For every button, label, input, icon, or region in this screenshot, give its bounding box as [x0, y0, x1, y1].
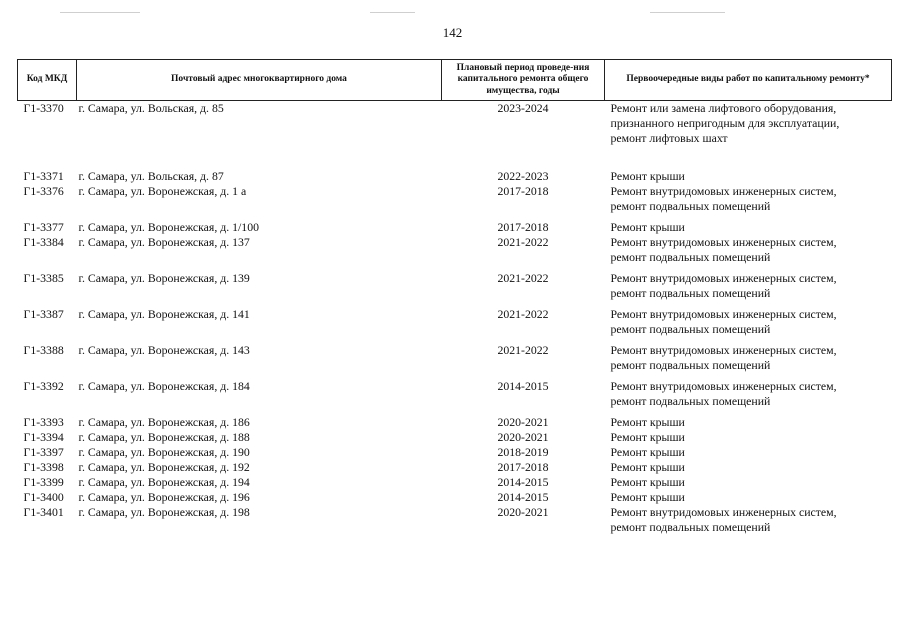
cell-works-line: Ремонт внутридомовых инженерных систем, [610, 235, 837, 249]
cell-code: Г1-3392 [23, 379, 64, 393]
cell-address: г. Самара, ул. Вольская, д. 85 [78, 101, 224, 115]
cell-works-line: Ремонт крыши [610, 475, 685, 489]
cell-address: г. Самара, ул. Воронежская, д. 143 [78, 343, 250, 357]
header-period: Плановый период проведе-ния капитального ремонта общего имущества, годы [442, 60, 605, 101]
table-body [18, 101, 892, 536]
cell-address: г. Самара, ул. Воронежская, д. 190 [78, 445, 250, 459]
cell-works-line: Ремонт крыши [610, 415, 685, 429]
table-row [18, 220, 892, 235]
cell-works-line: Ремонт крыши [610, 445, 685, 459]
cell-address: г. Самара, ул. Воронежская, д. 141 [78, 307, 250, 321]
table-row [18, 184, 892, 220]
cell-works-line: Ремонт крыши [610, 220, 685, 234]
cell-works [605, 460, 892, 475]
cell-works [605, 235, 892, 271]
cell-address: г. Самара, ул. Воронежская, д. 137 [78, 235, 250, 249]
cell-works-line: ремонт подвальных помещений [610, 520, 771, 534]
cell-period: 2022-2023 [497, 169, 549, 183]
cell-code: Г1-3401 [23, 505, 64, 519]
cell-address: г. Самара, ул. Воронежская, д. 198 [78, 505, 250, 519]
cell-works [605, 505, 892, 535]
cell-address: г. Самара, ул. Воронежская, д. 186 [78, 415, 250, 429]
cell-period: 2020-2021 [497, 430, 549, 444]
table-row [18, 415, 892, 430]
cell-address: г. Самара, ул. Воронежская, д. 1/100 [78, 220, 260, 234]
cell-code: Г1-3371 [23, 169, 64, 183]
table-row [18, 460, 892, 475]
header-address: Почтовый адрес многоквартирного дома [77, 60, 442, 101]
cell-period: 2018-2019 [497, 445, 549, 459]
cell-works-line: ремонт подвальных помещений [610, 250, 771, 264]
cell-works [605, 184, 892, 220]
cell-period: 2017-2018 [497, 220, 549, 234]
cell-works-line: Ремонт крыши [610, 430, 685, 444]
cell-address: г. Самара, ул. Воронежская, д. 139 [78, 271, 250, 285]
table-row [18, 101, 892, 170]
scan-artifact-center [370, 12, 415, 13]
cell-works-line: ремонт подвальных помещений [610, 358, 771, 372]
cell-address: г. Самара, ул. Воронежская, д. 196 [78, 490, 250, 504]
cell-period: 2021-2022 [497, 235, 549, 249]
cell-works-line: ремонт лифтовых шахт [610, 131, 728, 145]
cell-code: Г1-3377 [23, 220, 64, 234]
cell-period: 2014-2015 [497, 379, 549, 393]
cell-period: 2023-2024 [497, 101, 549, 115]
cell-works-line: Ремонт внутридомовых инженерных систем, [610, 379, 837, 393]
cell-code: Г1-3376 [23, 184, 64, 198]
header-code: Код МКД [18, 60, 77, 101]
cell-works-line: Ремонт внутридомовых инженерных систем, [610, 271, 837, 285]
cell-works [605, 430, 892, 445]
cell-works-line: ремонт подвальных помещений [610, 322, 771, 336]
table-row [18, 475, 892, 490]
scan-artifact-right [650, 12, 725, 13]
cell-code: Г1-3393 [23, 415, 64, 429]
cell-works-line: признанного непригодным для эксплуатации, [610, 116, 840, 130]
table-row [18, 379, 892, 415]
cell-code: Г1-3394 [23, 430, 64, 444]
cell-code: Г1-3388 [23, 343, 64, 357]
cell-works-line: Ремонт или замена лифтового оборудования, [610, 101, 837, 115]
cell-address: г. Самара, ул. Вольская, д. 87 [78, 169, 224, 183]
cell-works [605, 490, 892, 505]
cell-period: 2014-2015 [497, 490, 549, 504]
cell-code: Г1-3398 [23, 460, 64, 474]
cell-works [605, 101, 892, 170]
cell-works [605, 169, 892, 184]
cell-period: 2014-2015 [497, 475, 549, 489]
cell-address: г. Самара, ул. Воронежская, д. 194 [78, 475, 250, 489]
cell-address: г. Самара, ул. Воронежская, д. 192 [78, 460, 250, 474]
cell-works-line: Ремонт крыши [610, 169, 685, 183]
table-row [18, 343, 892, 379]
table-row [18, 505, 892, 535]
cell-works-line: Ремонт крыши [610, 460, 685, 474]
cell-code: Г1-3400 [23, 490, 64, 504]
cell-code: Г1-3370 [23, 101, 64, 115]
cell-works [605, 271, 892, 307]
cell-works-line: Ремонт внутридомовых инженерных систем, [610, 343, 837, 357]
cell-code: Г1-3384 [23, 235, 64, 249]
cell-address: г. Самара, ул. Воронежская, д. 184 [78, 379, 250, 393]
cell-works [605, 379, 892, 415]
cell-period: 2021-2022 [497, 343, 549, 357]
cell-works [605, 445, 892, 460]
cell-code: Г1-3399 [23, 475, 64, 489]
cell-works-line: ремонт подвальных помещений [610, 286, 771, 300]
cell-code: Г1-3397 [23, 445, 64, 459]
table-row [18, 235, 892, 271]
header-works: Первоочередные виды работ по капитальному ремонту* [605, 60, 892, 101]
cell-address: г. Самара, ул. Воронежская, д. 1 а [78, 184, 247, 198]
cell-period: 2021-2022 [497, 307, 549, 321]
cell-works [605, 220, 892, 235]
page-number: 142 [442, 25, 463, 40]
cell-works [605, 307, 892, 343]
cell-period: 2017-2018 [497, 184, 549, 198]
cell-works [605, 415, 892, 430]
cell-period: 2017-2018 [497, 460, 549, 474]
table-row [18, 271, 892, 307]
cell-works-line: ремонт подвальных помещений [610, 199, 771, 213]
scan-artifact-left [60, 12, 140, 13]
table-row [18, 430, 892, 445]
cell-works-line: Ремонт внутридомовых инженерных систем, [610, 184, 837, 198]
cell-works-line: Ремонт внутридомовых инженерных систем, [610, 505, 837, 519]
table-header [18, 60, 892, 101]
cell-works-line: ремонт подвальных помещений [610, 394, 771, 408]
cell-period: 2020-2021 [497, 415, 549, 429]
table-row [18, 490, 892, 505]
cell-code: Г1-3387 [23, 307, 64, 321]
capital-repair-table [17, 59, 892, 535]
table-row [18, 169, 892, 184]
cell-works-line: Ремонт крыши [610, 490, 685, 504]
cell-address: г. Самара, ул. Воронежская, д. 188 [78, 430, 250, 444]
cell-works [605, 475, 892, 490]
cell-works [605, 343, 892, 379]
cell-works-line: Ремонт внутридомовых инженерных систем, [610, 307, 837, 321]
cell-period: 2021-2022 [497, 271, 549, 285]
cell-period: 2020-2021 [497, 505, 549, 519]
table-row [18, 307, 892, 343]
cell-code: Г1-3385 [23, 271, 64, 285]
table-row [18, 445, 892, 460]
